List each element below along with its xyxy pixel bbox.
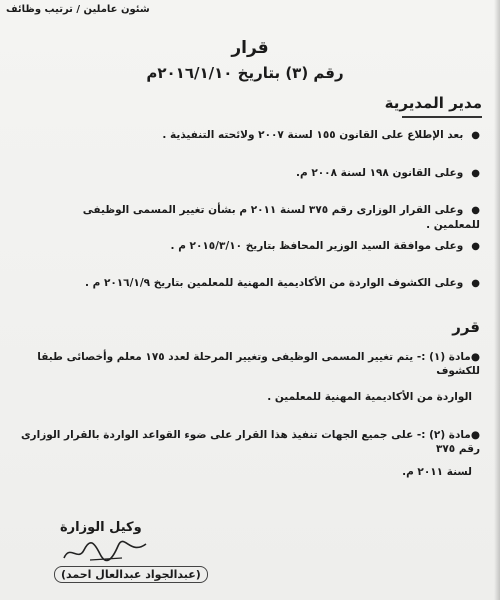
- document-title: قرار: [231, 38, 269, 58]
- article-1-continuation: الواردة من الأكاديمية المهنية للمعلمين .: [267, 391, 472, 403]
- clause-text: وعلى موافقة السيد الوزير المحافظ بتاريخ ٢٠١٥/٣/١٠ م .: [170, 240, 464, 252]
- article-text: مادة (١) :- يتم تغيير المسمى الوظيفى وتغيير المرحلة لعدد ١٧٥ معلم وأخصائى طبقا للكشوف: [37, 351, 480, 377]
- bullet-icon: ●: [470, 429, 480, 441]
- article-text: مادة (٢) :- على جميع الجهات تنفيذ هذا القرار على ضوء القواعد الواردة بالقرار الوزارى رقم ٣٧٥: [20, 429, 480, 455]
- signatory-title: وكيل الوزارة: [60, 520, 142, 535]
- article-1: [20, 350, 480, 378]
- bullet-icon: ●: [471, 278, 480, 289]
- header-note: شئون عاملين / ترتيب وظائف: [6, 4, 150, 15]
- preamble-clause: [40, 166, 480, 181]
- signatory-name: (عبدالجواد عبدالعال احمد): [54, 566, 208, 583]
- preamble-clause: [40, 203, 480, 232]
- clause-text: وعلى القانون ١٩٨ لسنة ٢٠٠٨ م.: [296, 167, 464, 179]
- handwritten-signature-icon: [60, 536, 150, 566]
- bullet-icon: ●: [470, 351, 480, 363]
- director-heading: مدير المديرية: [384, 94, 482, 112]
- clause-text: وعلى الكشوف الواردة من الأكاديمية المهنية للمعلمين بتاريخ ٢٠١٦/١/٩ م .: [84, 277, 464, 289]
- bullet-icon: ●: [471, 241, 480, 252]
- decision-number-date: رقم (٣) بتاريخ ٢٠١٦/١/١٠م: [146, 64, 344, 82]
- decree-heading: قرر: [452, 318, 480, 336]
- preamble-clause: [40, 128, 480, 143]
- bullet-icon: ●: [471, 130, 480, 141]
- bullet-icon: ●: [471, 168, 480, 179]
- clause-text: وعلى القرار الوزارى رقم ٣٧٥ لسنة ٢٠١١ م بشأن تغيير المسمى الوظيفى للمعلمين .: [82, 204, 480, 231]
- preamble-clause: [40, 276, 480, 291]
- page-edge-shadow: [494, 0, 500, 600]
- bullet-icon: ●: [471, 205, 480, 216]
- article-2-continuation: لسنة ٢٠١١ م.: [402, 466, 472, 478]
- preamble-clause: [40, 239, 480, 254]
- heading-underline: [402, 116, 482, 118]
- article-2: [20, 428, 480, 456]
- clause-text: بعد الإطلاع على القانون ١٥٥ لسنة ٢٠٠٧ ولائحته التنفيذية .: [162, 129, 464, 141]
